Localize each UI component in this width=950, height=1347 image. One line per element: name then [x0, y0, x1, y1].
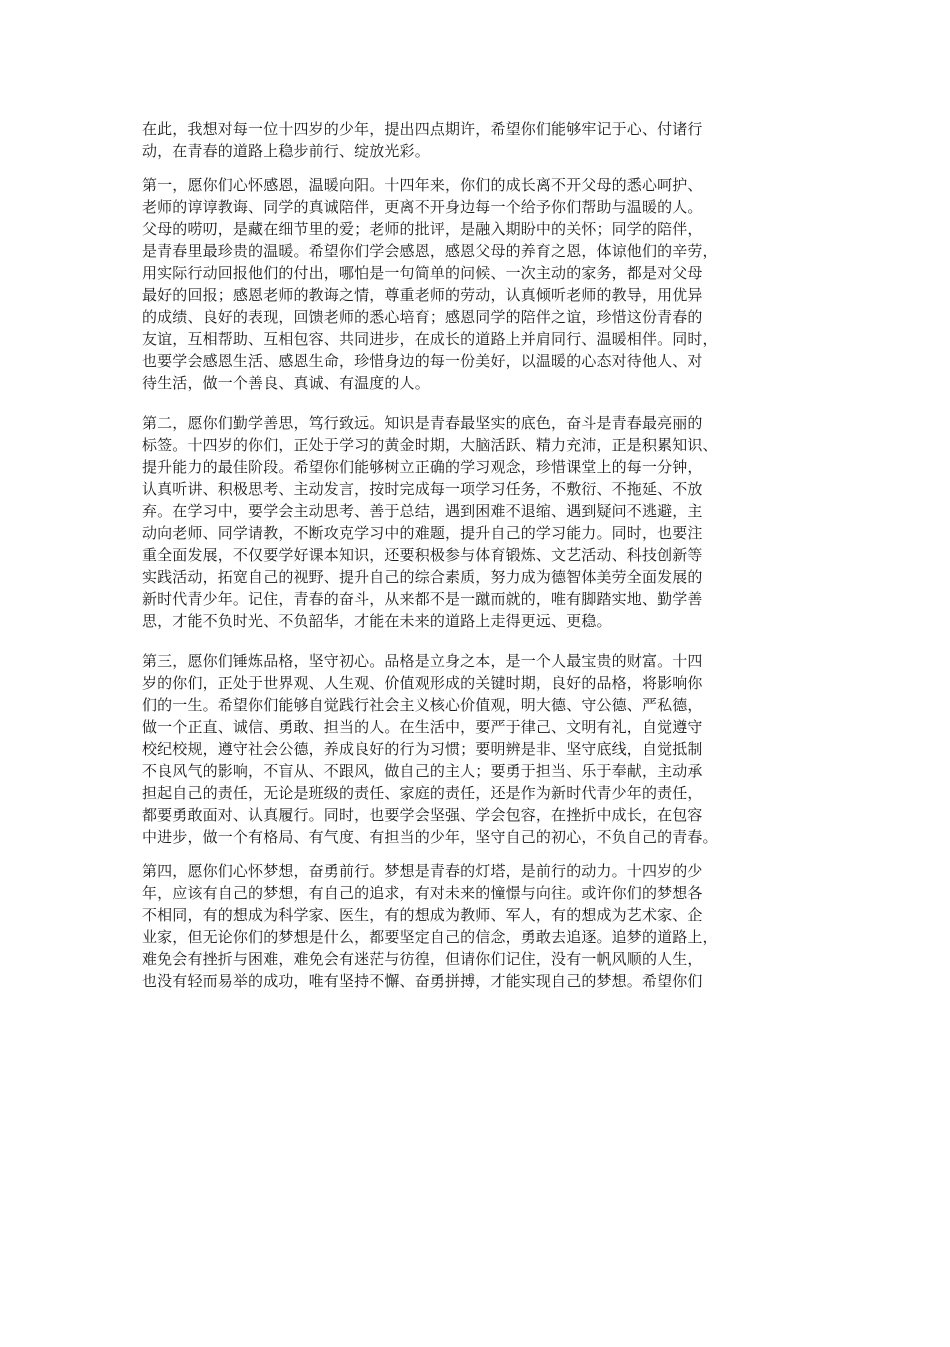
paragraph-fourth [142, 860, 814, 992]
text-line: 都要勇敢面对、认真履行。同时，也要学会坚强、学会包容，在挫折中成长，在包容 [142, 806, 703, 824]
text-line: 重全面发展，不仅要学好课本知识，还要积极参与体育锻炼、文艺活动、科技创新等 [142, 546, 703, 564]
text-line: 做一个正直、诚信、勇敢、担当的人。在生活中，要严于律己、文明有礼，自觉遵守 [142, 718, 703, 736]
paragraph-first [142, 174, 814, 394]
text-line: 新时代青少年。记住，青春的奋斗，从来都不是一蹴而就的，唯有脚踏实地、勤学善 [142, 590, 703, 608]
paragraph-spacer [142, 848, 814, 860]
text-line: 动，在青春的道路上稳步前行、绽放光彩。 [142, 142, 430, 160]
text-line: 业家，但无论你们的梦想是什么，都要坚定自己的信念，勇敢去追逐。追梦的道路上， [142, 928, 718, 946]
text-line: 第一，愿你们心怀感恩，温暖向阳。十四年来，你们的成长离不开父母的悉心呵护、 [142, 176, 703, 194]
text-line: 标签。十四岁的你们，正处于学习的黄金时期，大脑活跃、精力充沛，正是积累知识、 [142, 436, 718, 454]
text-line: 父母的唠叨，是藏在细节里的爱；老师的批评，是融入期盼中的关怀；同学的陪伴， [142, 220, 703, 238]
text-line: 最好的回报；感恩老师的教诲之情，尊重老师的劳动，认真倾听老师的教导，用优异 [142, 286, 703, 304]
text-line: 年，应该有自己的梦想，有自己的追求，有对未来的憧憬与向往。或许你们的梦想各 [142, 884, 703, 902]
text-line: 们的一生。希望你们能够自觉践行社会主义核心价值观，明大德、守公德、严私德， [142, 696, 703, 714]
paragraph-spacer [142, 394, 814, 412]
text-line: 校纪校规，遵守社会公德，养成良好的行为习惯；要明辨是非、坚守底线，自觉抵制 [142, 740, 703, 758]
text-line: 第二，愿你们勤学善思，笃行致远。知识是青春最坚实的底色，奋斗是青春最亮丽的 [142, 414, 703, 432]
text-line: 待生活，做一个善良、真诚、有温度的人。 [142, 374, 430, 392]
text-line: 第三，愿你们锤炼品格，坚守初心。品格是立身之本，是一个人最宝贵的财富。十四 [142, 652, 703, 670]
text-line: 在此，我想对每一位十四岁的少年，提出四点期许，希望你们能够牢记于心、付诸行 [142, 120, 703, 138]
text-line: 也要学会感恩生活、感恩生命，珍惜身边的每一份美好，以温暖的心态对待他人、对 [142, 352, 703, 370]
paragraph-spacer [142, 632, 814, 650]
text-line: 第四，愿你们心怀梦想，奋勇前行。梦想是青春的灯塔，是前行的动力。十四岁的少 [142, 862, 703, 880]
text-line: 思，才能不负时光、不负韶华，才能在未来的道路上走得更远、更稳。 [142, 612, 612, 630]
text-line: 难免会有挫折与困难，难免会有迷茫与彷徨，但请你们记住，没有一帆风顺的人生， [142, 950, 703, 968]
text-line: 不相同，有的想成为科学家、医生，有的想成为教师、军人，有的想成为艺术家、企 [142, 906, 703, 924]
paragraph-intro [142, 118, 814, 162]
text-line: 友谊，互相帮助、互相包容、共同进步，在成长的道路上并肩同行、温暖相伴。同时， [142, 330, 718, 348]
text-line: 岁的你们，正处于世界观、人生观、价值观形成的关键时期，良好的品格，将影响你 [142, 674, 703, 692]
text-line: 不良风气的影响，不盲从、不跟风，做自己的主人；要勇于担当、乐于奉献，主动承 [142, 762, 703, 780]
text-line: 担起自己的责任，无论是班级的责任、家庭的责任，还是作为新时代青少年的责任， [142, 784, 703, 802]
text-line: 的成绩、良好的表现，回馈老师的悉心培育；感恩同学的陪伴之谊，珍惜这份青春的 [142, 308, 703, 326]
text-line: 实践活动，拓宽自己的视野、提升自己的综合素质，努力成为德智体美劳全面发展的 [142, 568, 703, 586]
text-line: 动向老师、同学请教，不断攻克学习中的难题，提升自己的学习能力。同时，也要注 [142, 524, 703, 542]
document-body [142, 118, 814, 992]
paragraph-second [142, 412, 814, 632]
text-line: 弃。在学习中，要学会主动思考、善于总结，遇到困难不退缩、遇到疑问不逃避，主 [142, 502, 703, 520]
text-line: 提升能力的最佳阶段。希望你们能够树立正确的学习观念，珍惜课堂上的每一分钟， [142, 458, 703, 476]
text-line: 也没有轻而易举的成功，唯有坚持不懈、奋勇拼搏，才能实现自己的梦想。希望你们 [142, 972, 703, 990]
text-line: 用实际行动回报他们的付出，哪怕是一句简单的问候、一次主动的家务，都是对父母 [142, 264, 703, 282]
text-line: 老师的谆谆教诲、同学的真诚陪伴，更离不开身边每一个给予你们帮助与温暖的人。 [142, 198, 703, 216]
text-line: 中进步，做一个有格局、有气度、有担当的少年，坚守自己的初心，不负自己的青春。 [142, 828, 718, 846]
text-line: 认真听讲、积极思考、主动发言，按时完成每一项学习任务，不敷衍、不拖延、不放 [142, 480, 703, 498]
text-line: 是青春里最珍贵的温暖。希望你们学会感恩，感恩父母的养育之恩，体谅他们的辛劳， [142, 242, 718, 260]
paragraph-third [142, 650, 814, 848]
paragraph-spacer [142, 162, 814, 174]
